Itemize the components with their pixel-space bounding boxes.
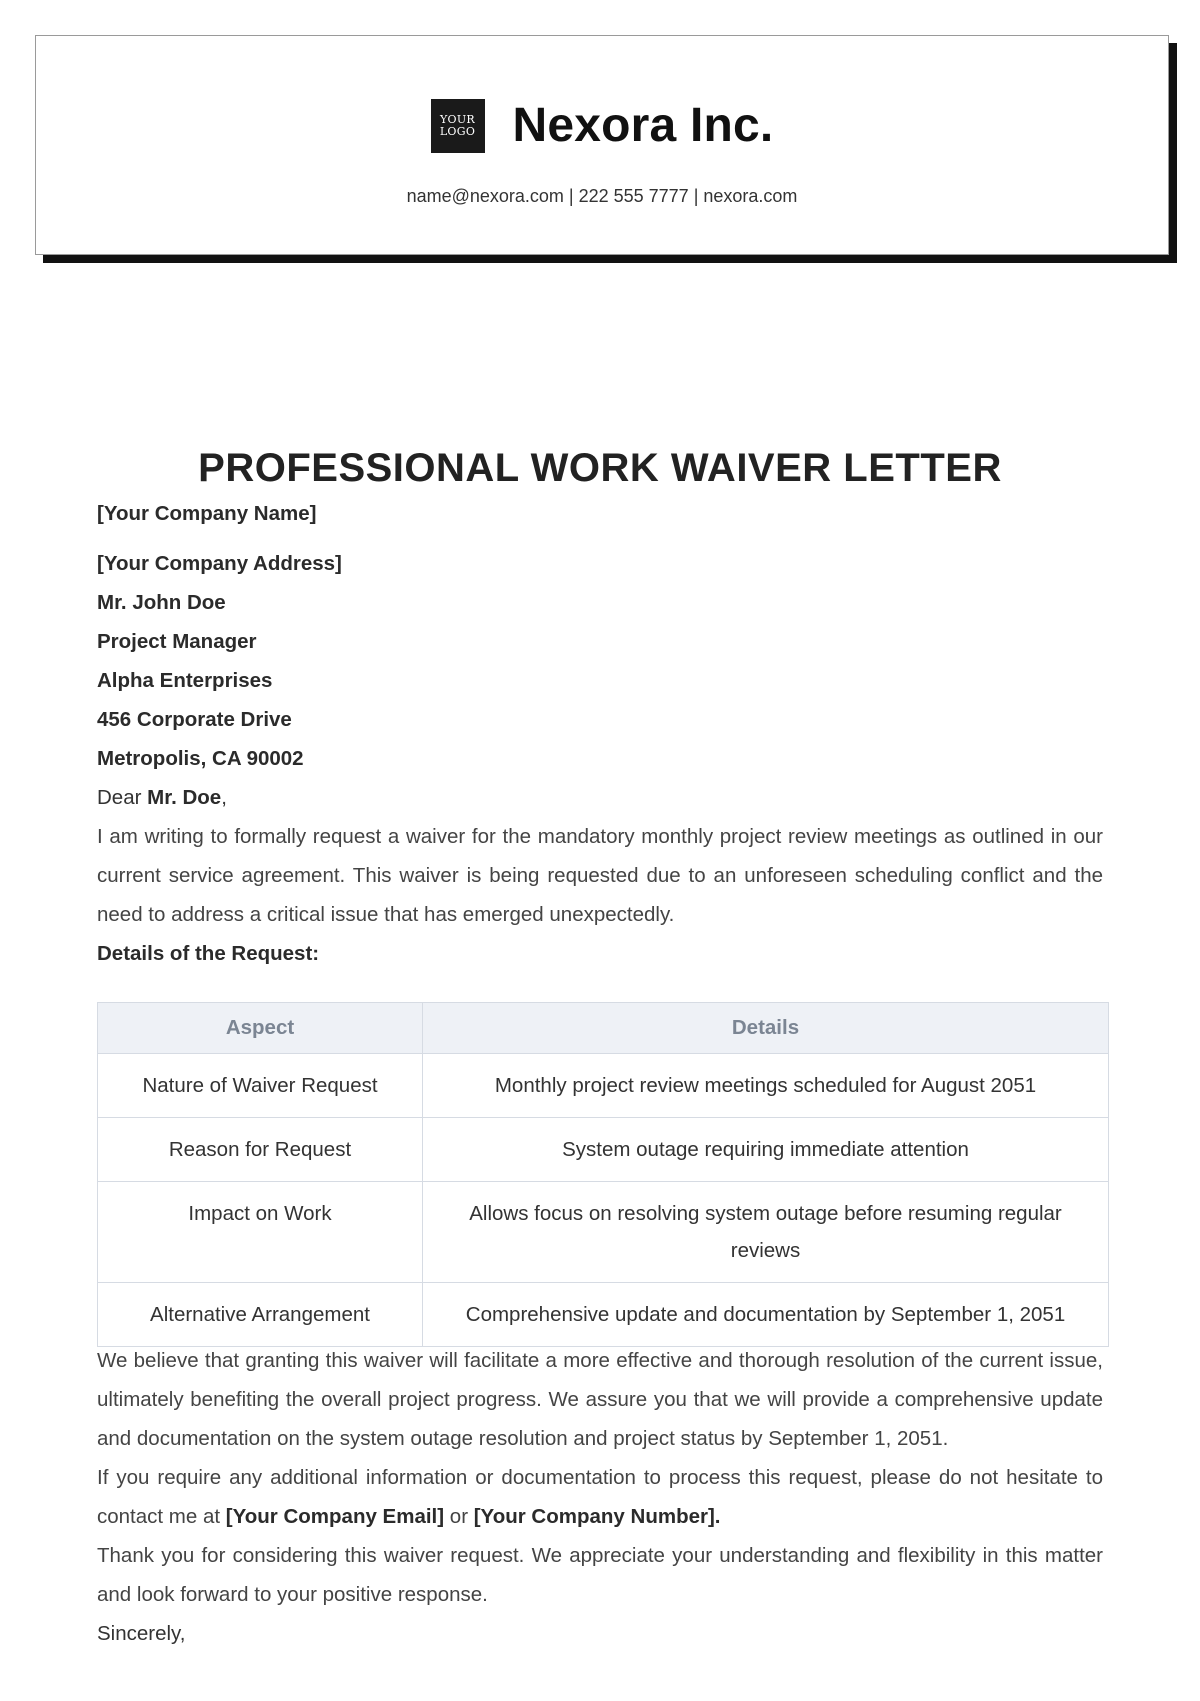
closing-block bbox=[97, 1341, 1103, 1653]
letterhead-card bbox=[35, 35, 1169, 255]
paragraph-3-connector: or bbox=[444, 1505, 474, 1528]
logo-line-1: YOUR bbox=[439, 112, 476, 126]
table-row bbox=[98, 1283, 1109, 1347]
recipient-city: Metropolis, CA 90002 bbox=[97, 747, 304, 770]
recipient-name: Mr. John Doe bbox=[97, 591, 226, 614]
salutation bbox=[97, 778, 1103, 817]
table-cell-details: Allows focus on resolving system outage before resuming regular reviews bbox=[423, 1182, 1109, 1283]
paragraph-3 bbox=[97, 1458, 1103, 1536]
company-name: Nexora Inc. bbox=[512, 99, 774, 152]
table-cell-details: Comprehensive update and documentation by September 1, 2051 bbox=[423, 1283, 1109, 1347]
salutation-suffix: , bbox=[221, 786, 227, 809]
paragraph-3-text: If you require any additional information or documentation to process this request, please do not hesitate to contact me at bbox=[97, 1466, 1103, 1528]
closing-sincerely: Sincerely, bbox=[97, 1622, 186, 1645]
recipient-company: Alpha Enterprises bbox=[97, 669, 273, 692]
table-cell-aspect: Alternative Arrangement bbox=[98, 1283, 423, 1347]
company-number-placeholder: [Your Company Number]. bbox=[473, 1505, 721, 1528]
contact-line: name@nexora.com | 222 555 7777 | nexora.com bbox=[406, 186, 798, 206]
logo bbox=[431, 99, 485, 153]
table-header-aspect: Aspect bbox=[98, 1003, 423, 1054]
table-row bbox=[98, 1182, 1109, 1283]
company-email-placeholder: [Your Company Email] bbox=[225, 1505, 445, 1528]
table-cell-aspect: Impact on Work bbox=[98, 1182, 423, 1283]
logo-line-2: LOGO bbox=[439, 124, 476, 138]
table-cell-details: System outage requiring immediate attention bbox=[423, 1118, 1109, 1182]
intro-paragraph: I am writing to formally request a waiver for the mandatory monthly project review meetings as outlined in our current service agreement. This waiver is being requested due to an unforeseen scheduling conflict and the need to address a critical issue that has emerged unexpectedly. bbox=[97, 825, 1103, 926]
sender-block bbox=[97, 494, 1103, 533]
sender-company-name: [Your Company Name] bbox=[97, 502, 317, 525]
salutation-prefix: Dear bbox=[97, 786, 148, 809]
sender-company-address: [Your Company Address] bbox=[97, 552, 342, 575]
table-cell-aspect: Reason for Request bbox=[98, 1118, 423, 1182]
table-cell-aspect: Nature of Waiver Request bbox=[98, 1054, 423, 1118]
details-table bbox=[97, 1002, 1109, 1347]
recipient-street: 456 Corporate Drive bbox=[97, 708, 292, 731]
table-header-details: Details bbox=[423, 1003, 1109, 1054]
table-header-row bbox=[98, 1003, 1109, 1054]
document-title: PROFESSIONAL WORK WAIVER LETTER bbox=[198, 446, 1002, 490]
address-block bbox=[97, 544, 1103, 973]
recipient-position: Project Manager bbox=[97, 630, 257, 653]
table-row bbox=[98, 1054, 1109, 1118]
salutation-name: Mr. Doe bbox=[147, 786, 222, 809]
table-row bbox=[98, 1118, 1109, 1182]
paragraph-4: Thank you for considering this waiver request. We appreciate your understanding and flexibility in this matter and look forward to your positive response. bbox=[97, 1544, 1103, 1606]
details-heading: Details of the Request: bbox=[97, 942, 320, 965]
table-cell-details: Monthly project review meetings scheduled for August 2051 bbox=[423, 1054, 1109, 1118]
paragraph-2: We believe that granting this waiver will facilitate a more effective and thorough resolution of the current issue, ultimately benefiting the overall project progress. We assure you that we will provide a comprehensive update and documentation on the system outage resolution and project status by September 1, 2051. bbox=[97, 1349, 1103, 1450]
brand-row bbox=[36, 98, 1168, 153]
